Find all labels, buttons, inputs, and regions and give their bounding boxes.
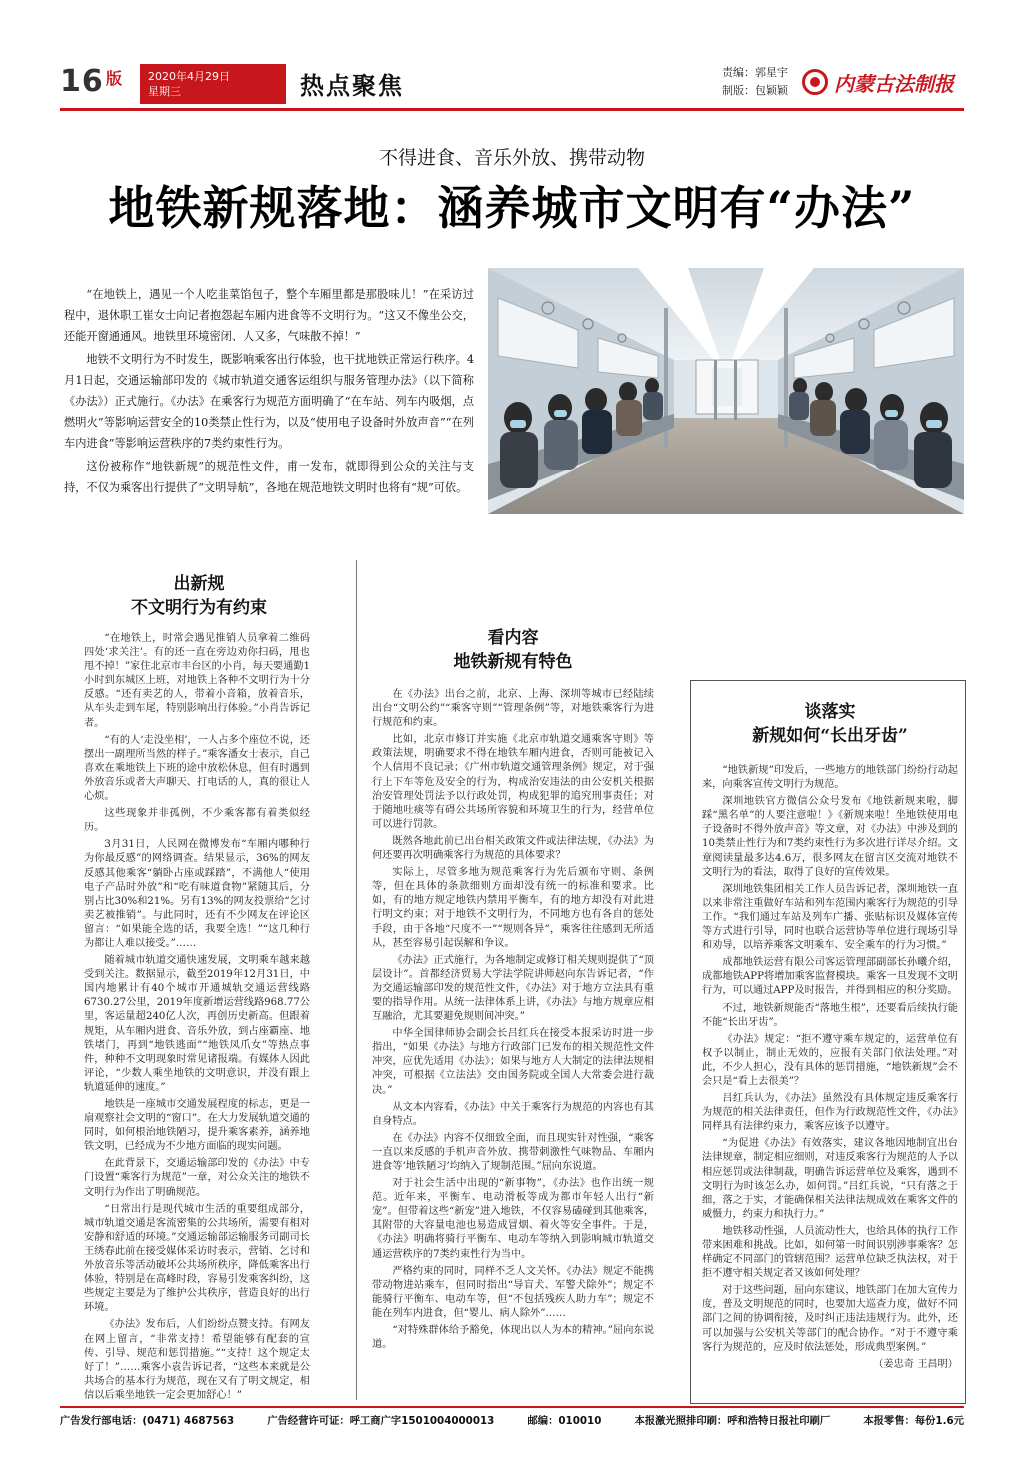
body-paragraph: 地铁是一座城市交通发展程度的标志，更是一扇观察社会文明的“窗口”。在大力发展轨道交通的同时，如何根治地铁陋习，提升乘客素养，涵养地铁文明，已经成为不少地方面临的现实问题。 xyxy=(84,1099,310,1153)
paper-name: 内蒙古法制报 xyxy=(834,71,954,96)
body-paragraph: 深圳地铁官方微信公众号发布《地铁新规来啦，脚踩“黑名单”的人要注意啦！》《新规来啦！坐地铁使用电子设备时不得外放声音》等文章，对《办法》中涉及到的10类禁止性行为和7类约束性行为多次进行详尽介绍。文章阅读量最多达4.6万，很多网友在留言区交流对地铁不文明行为的看法，取得了良好的宣传效果。 xyxy=(702,796,958,878)
footer-rule xyxy=(60,1406,964,1408)
issue-weekday: 星期三 xyxy=(148,85,181,98)
body-paragraph: 这些现象并非孤例，不少乘客都有着类似经历。 xyxy=(84,808,310,834)
footer-postcode: 邮编：010010 xyxy=(527,1415,602,1427)
body-paragraph: “为促进《办法》有效落实，建议各地因地制宜出台法律规章，制定相应细则，对违反乘客行为规范的人予以相应惩罚或法律制裁，明确告诉运营单位及乘客，遇到不文明行为时该怎么办，如何罚。”吕红兵说，“只有落之于细，落之于实，才能确保相关法律法规成效在乘客文件的威慑力，约束力和执行力。” xyxy=(702,1138,958,1220)
body-paragraph: 从文本内容看，《办法》中关于乘客行为规范的内容也有其自身特点。 xyxy=(372,1101,654,1127)
lead-paragraph: 地铁不文明行为不时发生，既影响乘客出行体验，也干扰地铁正常运行秩序。4月1日起，交通运输部印发的《城市轨道交通客运组织与服务管理办法》（以下简称《办法》）正式施行。《办法》在乘客行为规范方面明确了“在车站、列车内吸烟，点燃明火”等影响运营安全的10类禁止性行为，以及“使用电子设备时外放声音”“在列车内进食”等影响运营秩序的7类约束性行为。 xyxy=(64,353,474,450)
body-paragraph: 地铁移动性强，人员流动性大，也给具体的执行工作带来困难和挑战。比如，如何第一时间识别涉事乘客？怎样确定不同部门的管辖范围？运营单位缺乏执法权，对于拒不遵守相关规定者又该如何处理？ xyxy=(702,1225,958,1280)
article-column xyxy=(372,688,654,1384)
body-paragraph: 在此背景下，交通运输部印发的《办法》中专门设置“乘客行为规范”一章，对公众关注的地铁不文明行为作出了明确规范。 xyxy=(84,1158,310,1198)
body-paragraph: “地铁新规”印发后，一些地方的地铁部门纷纷行动起来，向乘客宣传文明行为规范。 xyxy=(702,765,958,791)
body-paragraph: 对于社会生活中出现的“新事物”，《办法》也作出统一规范。近年来，平衡车、电动滑板等成为都市年轻人出行“新宠”。但带着这些“新宠”进入地铁，不仅容易磕碰到其他乘客，其附带的大容量电池也易造成冒烟、着火等安全事件。于是，《办法》明确将骑行平衡车、电动车等纳入到影响城市轨道交通运营秩序的7类约束性行为当中。 xyxy=(372,1178,654,1260)
body-paragraph: 《办法》发布后，人们纷纷点赞支持。有网友在网上留言，“非常支持！希望能够有配套的宣传、引导、规范和惩罚措施。”“支持！这个规定太好了！”……乘客小袁告诉记者，“这些本来就是公共场合的基本行为规范，现在又有了明文规定，相信以后乘坐地铁一定会更加舒心！” xyxy=(84,1319,310,1401)
body-paragraph: 中华全国律师协会副会长吕红兵在接受本报采访时进一步指出，“如果《办法》与地方行政部门已发布的相关规范性文件冲突，应优先适用《办法》；如果与地方人大制定的法律法规相冲突，可根据《立法法》交由国务院或全国人大常委会进行裁决。” xyxy=(372,1028,654,1096)
layout-editor-name: 制版：包颖颖 xyxy=(722,84,788,97)
footer-ad-phone: 广告发行部电话：(0471) 4687563 xyxy=(60,1415,235,1427)
article-column xyxy=(702,764,958,1396)
issue-date: 2020年4月29日 xyxy=(148,70,230,83)
headline-kicker: 不得进食、音乐外放、携带动物 xyxy=(378,147,645,169)
body-paragraph: 《办法》规定：“拒不遵守乘车规定的，运营单位有权予以制止，制止无效的，应报有关部门依法处理。”对此，不少人担心，没有具体的惩罚措施，“地铁新规”会不会只是“看上去很美”？ xyxy=(702,1033,958,1087)
body-paragraph: 成都地铁运营有限公司客运管理部副部长孙曦介绍，成都地铁APP将增加乘客监督模块。乘客一旦发现不文明行为，可以通过APP及时报告，并得到相应的积分奖励。 xyxy=(702,957,958,997)
footer-ad-license: 广告经营许可证：呼工商广字1501004000013 xyxy=(267,1415,495,1427)
section-heading-line: 看内容 xyxy=(487,628,539,648)
header-rule xyxy=(60,108,964,111)
footer-printer: 本报激光照排印刷：呼和浩特日报社印刷厂 xyxy=(634,1415,831,1427)
section-title: 热点聚焦 xyxy=(300,72,404,100)
body-paragraph: 随着城市轨道交通快速发展，文明乘车越来越受到关注。数据显示，截至2019年12月31日，中国内地累计有40个城市开通城轨交通运营线路6730.27公里，2019年度新增运营线路968.77公里，客运量超240亿人次，再创历史新高。但跟着规矩，从车厢内进食、音乐外放，到占座霸座、地铁堵门，再到“地铁逃面”“地铁凤爪女”等热点事件，种种不文明现象时常见诸报端。有媒体人因此评论，“少数人乘坐地铁的文明意识，并没有跟上轨道延伸的速度。” xyxy=(84,955,310,1093)
body-paragraph: 在《办法》内容不仅细致全面，而且现实针对性强，“乘客一直以来反感的手机声音外放、携带刺激性气味物品、车厢内进食等‘地铁陋习’均纳入了规制范围。”屈向东说道。 xyxy=(372,1132,654,1172)
body-paragraph: 严格约束的同时，同样不乏人文关怀。《办法》规定不能携带动物进站乘车，但同时指出“导盲犬、军警犬除外”；规定不能骑行平衡车、电动车等，但“不包括残疾人助力车”；规定不能在列车内进食，但“婴儿、病人除外”…… xyxy=(372,1265,654,1319)
lead-paragraph: “在地铁上，遇见一个人吃韭菜馅包子，整个车厢里都是那股味儿！”在采访过程中，退休职工崔女士向记者抱怨起车厢内进食等不文明行为。“这又不像坐公交，还能开窗通通风。地铁里环境密闭、人又多，气味散不掉！” xyxy=(64,288,474,343)
section-heading-line: 谈落实 xyxy=(804,702,856,722)
body-paragraph: “在地铁上，时常会遇见推销人员拿着二维码四处‘求关注’。有的还一直在旁边劝你扫码，甩也甩不掉！”家住北京市丰台区的小肖，每天要通勤1小时到东城区上班，对地铁上各种不文明行为十分反感。“还有卖艺的人，带着小音箱，放着音乐，从车头走到车尾，特别影响出行体验。”小肖告诉记者。 xyxy=(84,633,310,729)
date-box xyxy=(140,64,286,104)
paper-logo xyxy=(802,64,964,100)
article-column xyxy=(84,632,310,1401)
body-paragraph: 实际上，尽管多地为规范乘客行为先后颁布守则、条例等，但在具体的条款细则方面却没有统一的标准和要求。比如，有的地方规定地铁内禁用平衡车，有的地方却没有对此进行明文约束；对于地铁不文明行为，不同地方也有各自的惩处手段，由于各地“尺度不一”“规则各异”，乘客往往感到无所适从，甚至容易引起误解和争议。 xyxy=(372,867,654,949)
body-paragraph: 3月31日，人民网在微博发布“车厢内哪种行为你最反感”的网络调查。结果显示，36%的网友反感其他乘客“躺卧占座或踩踏”，不满他人“使用电子产品时外放”和“吃有味道食物”紧随其后，分别占比30%和21%。另有13%的网友投票给“乞讨卖艺被推销”。与此同时，还有不少网友在评论区留言：“如果能全选的话，我要全选！”“这几种行为都让人难以接受。”…… xyxy=(84,839,310,949)
body-paragraph: 在《办法》出台之前，北京、上海、深圳等城市已经陆续出台“文明公约”“乘客守则”“管理条例”等，对地铁乘客行为进行规范和约束。 xyxy=(372,689,654,729)
section-heading xyxy=(700,700,960,748)
page-number: 16 xyxy=(60,64,104,99)
body-paragraph: 深圳地铁集团相关工作人员告诉记者，深圳地铁一直以来非常注重做好车站和列车范围内乘客行为规范的引导工作。“我们通过车站及列车广播、张贴标识及媒体宣传等方式进行引导，同时也联合运营协等单位进行现场引导和劝导，以培养乘客文明乘车、安全乘车的行为习惯。” xyxy=(702,883,958,952)
section-heading-line: 不文明行为有约束 xyxy=(131,598,267,618)
body-paragraph: “对特殊群体给予豁免，体现出以人为本的精神。”屈向东说道。 xyxy=(372,1325,654,1351)
masthead xyxy=(60,60,964,106)
editor-credits xyxy=(722,64,788,100)
footer-price: 本报零售：每份1.6元 xyxy=(863,1415,964,1427)
section-heading-line: 地铁新规有特色 xyxy=(453,652,573,672)
body-paragraph: 吕红兵认为，《办法》虽然没有具体规定违反乘客行为规范的相关法律责任，但作为行政规范性文件，《办法》同样具有法律约束力，乘客应该予以遵守。 xyxy=(702,1093,958,1133)
section-heading xyxy=(84,572,314,620)
section-heading xyxy=(372,626,654,674)
edition-suffix: 版 xyxy=(106,69,123,88)
body-paragraph: 对于这些问题，屈向东建议，地铁部门在加大宣传力度，普及文明规范的同时，也要加大巡查力度，做好不同部门之间的协调衔接，及时纠正违法违规行为。此外，还可以加强与公安机关等部门的配合协作。“对于不遵守乘客行为规范的，应及时依法惩处，形成典型案例。” xyxy=(702,1285,958,1353)
paper-seal-icon xyxy=(802,69,828,95)
body-paragraph: 比如，北京市修订并实施《北京市轨道交通乘客守则》等政策法规，明确要求不得在地铁车厢内进食，否则可能被记入个人信用不良记录；《广州市轨道交通管理条例》规定，对于强行上下车等危及安全的行为，构成治安违法的由公安机关根据治安管理处罚法予以行政处罚，构成犯罪的追究刑事责任；对于随地吐痰等有碍公共场所容貌和环境卫生的行为，经营单位可以进行罚款。 xyxy=(372,734,654,830)
section-heading-line: 新规如何“长出牙齿” xyxy=(752,726,908,746)
section-heading-line: 出新规 xyxy=(173,574,225,594)
column-divider xyxy=(356,560,357,1400)
body-paragraph: 既然各地此前已出台相关政策文件或法律法规，《办法》为何还要再次明确乘客行为规范的具体要求？ xyxy=(372,835,654,862)
body-paragraph: 不过，地铁新规能否“落地生根”，还要看后续执行能不能“长出牙齿”。 xyxy=(702,1002,958,1028)
editor-name: 责编：郭星宇 xyxy=(722,66,788,79)
headline-title: 地铁新规落地：涵养城市文明有“办法” xyxy=(108,181,916,235)
lead-text xyxy=(64,284,474,500)
body-paragraph: 《办法》正式施行，为各地制定或修订相关规则提供了“顶层设计”。首都经济贸易大学法学院讲师赵向东告诉记者，“作为交通运输部印发的规范性文件，《办法》对于地方立法具有重要的指导作用。从统一法律体系上讲，《办法》与地方规章应相互融洽，尤其要避免规则间冲突。” xyxy=(372,954,654,1023)
author-byline: （姜忠奇 王昌明） xyxy=(873,1358,958,1370)
lead-paragraph: 这份被称作“地铁新规”的规范性文件，甫一发布，就即得到公众的关注与支持，不仅为乘客出行提供了“文明导航”，各地在规范地铁文明时也将有“规”可依。 xyxy=(64,460,474,494)
body-paragraph: “日常出行是现代城市生活的重要组成部分，城市轨道交通是客流密集的公共场所，需要有相对安静和舒适的环境。”交通运输部运输服务司副司长王绣春此前在接受媒体采访时表示，营销、乞讨和外放音乐等活动破坏公共场所秩序，降低乘客出行体验，特别是在高峰时段，容易引发乘客纠纷，这些规定主要是为了维护公共秩序，营造良好的出行环境。 xyxy=(84,1203,310,1314)
subway-car-photo xyxy=(488,268,964,514)
footer xyxy=(60,1412,964,1427)
body-paragraph: “有的人‘走没坐相’，一人占多个座位不说，还摆出一副理所当然的样子。”乘客潘女士表示，自己喜欢在乘地铁上下班的途中放松休息，但有时遇到外放音乐或者大声聊天、打电话的人，真的很让人心烦。 xyxy=(84,734,310,803)
